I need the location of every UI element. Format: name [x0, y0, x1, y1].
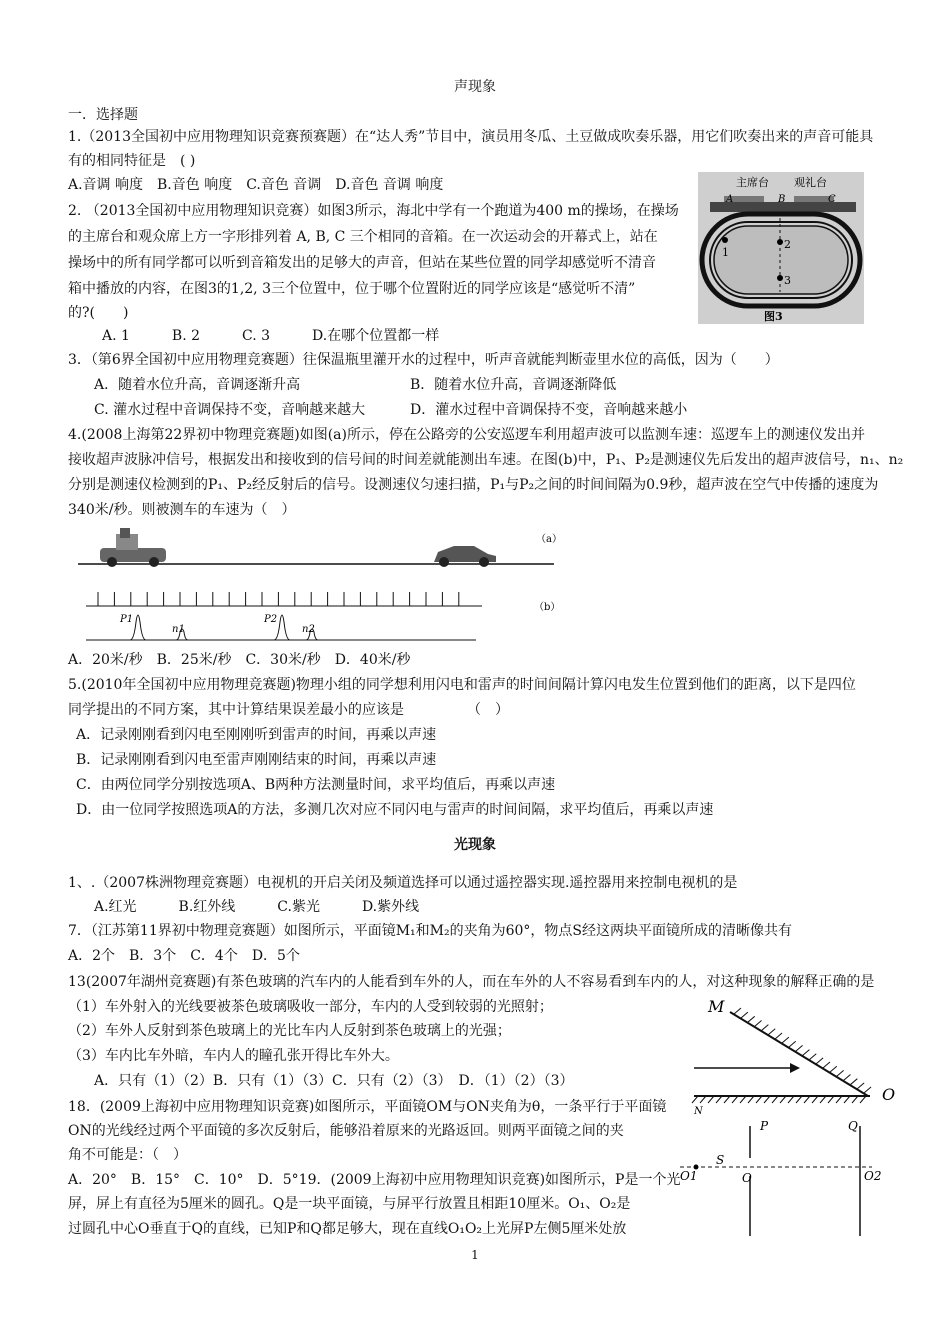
hatch-line: [756, 1096, 762, 1103]
hatch-line: [820, 1096, 826, 1103]
screen-mirror-figure: [676, 1116, 886, 1240]
label-o2: O2: [864, 1169, 882, 1183]
part-heading: 一．选择题: [68, 107, 138, 123]
l13-options: A．只有（1）（2）B．只有（1）（3）C．只有（2）（3） D．（1）（2）（3）: [94, 1073, 574, 1089]
section-title-light: 光现象: [454, 837, 496, 853]
hatch-line: [740, 1096, 746, 1103]
l13-statement-1: （1）车外射入的光线要被茶色玻璃吸收一部分，车内的人受到较弱的光照射；: [68, 999, 553, 1015]
l19-text-2: 屏，屏上有直径为5厘米的圆孔。Q是一块平面镜，与屏平行放置且相距10厘米。O₁、O₂是: [68, 1196, 631, 1212]
l7-options: A．2个 B．3个 C．4个 D．5个: [68, 948, 300, 964]
label-p2: P2: [264, 614, 278, 625]
hatch-line: [708, 1096, 714, 1103]
q3-option-d: D．灌水过程中音调保持不变，音响越来越小: [410, 402, 688, 418]
hatch-line: [732, 1096, 738, 1103]
q5-option-d: D．由一位同学按照选项A的方法，多测几次对应不同闪电与雷声的时间间隔，求平均值后，再乘以声速: [76, 802, 714, 818]
stadium-figure: [698, 172, 864, 324]
hatch-line: [764, 1096, 770, 1103]
stadium-point-1: 1: [722, 246, 729, 259]
hatch-line: [850, 1079, 857, 1085]
hatch-line: [716, 1096, 722, 1103]
q5-option-c: C．由两位同学分别按选项A、B两种方法测量时间，求平均值后，再乘以声速: [76, 777, 556, 793]
speed-figure: [76, 522, 566, 648]
hatch-line: [755, 1020, 762, 1026]
q1-options: A.音调 响度 B.音色 响度 C.音色 音调 D.音色 音调 响度: [68, 177, 444, 193]
label-s: S: [716, 1153, 725, 1167]
l18-options: A．20° B．15° C．10° D．5°19．(2009上海初中应用物理知识竞赛)如图所示，P是一个光: [68, 1172, 681, 1188]
l13-statement-3: （3）车内比车外暗，车内人的瞳孔张开得比车外大。: [68, 1048, 399, 1064]
hatch-line: [700, 1096, 706, 1103]
patrol-car: [100, 528, 166, 567]
hatch-line: [692, 1096, 698, 1103]
label-p: P: [760, 1119, 769, 1133]
hatch-line: [864, 1087, 871, 1093]
l18-text: 18．(2009上海初中应用物理知识竞赛)如图所示，平面镜OM与ON夹角为θ，一条平行于平面镜: [68, 1099, 667, 1115]
hatch-line: [816, 1058, 823, 1064]
label-o1: O1: [680, 1169, 698, 1183]
stadium-point-2: 2: [784, 238, 791, 251]
q4-text-2: 接收超声波脉冲信号，根据发出和接收到的信号间的时间差就能测出车速。在图(b)中，P₁、P₂是测速仪先后发出的超声波信号，n₁、n₂: [68, 452, 904, 468]
mirror-on-hatch: [692, 1096, 866, 1103]
hatch-line: [748, 1096, 754, 1103]
hatch-line: [852, 1096, 858, 1103]
label-n: N: [694, 1106, 703, 1116]
hatch-line: [741, 1012, 748, 1018]
l1-text: 1、.（2007株洲物理竞赛题）电视机的开启关闭及频道选择可以通过遥控器实现.遥控器用来控制电视机的是: [68, 875, 738, 891]
q4-text-4: 340米/秒。则被测车的车速为（ ）: [68, 502, 296, 518]
label-n2: n2: [302, 624, 315, 635]
label-o: O: [882, 1085, 896, 1104]
q2-text: 2. （2013全国初中应用物理知识竞赛）如图3所示，海北中学有一个跑道为400 m的操场，在操场: [68, 203, 679, 219]
label-n1: n1: [172, 624, 185, 635]
hatch-line: [788, 1096, 794, 1103]
label-a: （a）: [536, 534, 562, 545]
hatch-line: [837, 1070, 844, 1076]
q2-text-4: 箱中播放的内容，在图3的1,2, 3三个位置中，位于哪个位置附近的同学应该是“感觉听不清”: [68, 281, 636, 297]
l7-text: 7．（江苏第11界初中物理竞赛题）如图所示，平面镜M₁和M₂的夹角为60°，物点S经这两块平面镜所成的清晰像共有: [68, 923, 793, 939]
label-q: Q: [848, 1119, 858, 1133]
label-b: （b）: [534, 602, 561, 613]
hatch-line: [823, 1062, 830, 1068]
scan-ticks: [98, 592, 459, 606]
q3-option-c: C. 灌水过程中音调保持不变，音响越来越大: [94, 402, 366, 418]
hatch-line: [860, 1096, 866, 1103]
q2-text-2: 的主席台和观众席上方一字形排列着 A, B, C 三个相同的音箱。在一次运动会的开幕式上，站在: [68, 229, 658, 245]
page-number: 1: [471, 1248, 479, 1262]
hatch-line: [761, 1025, 768, 1031]
hatch-line: [830, 1066, 837, 1072]
stadium-point-3: 3: [784, 274, 791, 287]
l19-text-3: 过圆孔中心O垂直于Q的直线，已知P和Q都足够大，现在直线O₁O₂上光屏P左侧5厘米处放: [68, 1221, 627, 1237]
hatch-line: [857, 1083, 864, 1089]
q1-text: 1.（2013全国初中应用物理知识竞赛预赛题）在“达人秀”节目中，演员用冬瓜、土豆做成吹奏乐器，用它们吹奏出来的声音可能具: [68, 129, 874, 145]
hatch-line: [772, 1096, 778, 1103]
label-p1: P1: [120, 614, 134, 625]
label-o-center: O: [742, 1171, 752, 1185]
hatch-line: [836, 1096, 842, 1103]
hatch-line: [775, 1033, 782, 1039]
hatch-line: [796, 1096, 802, 1103]
q1-text-cont: 有的相同特征是 ( ): [68, 153, 196, 169]
stadium-label-main: 主席台: [736, 176, 769, 189]
hatch-line: [796, 1045, 803, 1051]
hatch-line: [724, 1096, 730, 1103]
l13-statement-2: （2）车外人反射到茶色玻璃上的光比车内人反射到茶色玻璃上的光强；: [68, 1023, 511, 1039]
l1-options: A.红光 B.红外线 C.紫光 D.紫外线: [94, 899, 420, 915]
q2-text-5: 的?( ): [68, 305, 129, 321]
l18-text-3: 角不可能是：（ ）: [68, 1147, 187, 1163]
hatch-line: [789, 1041, 796, 1047]
q5-text-2: 同学提出的不同方案，其中计算结果误差最小的应该是 （ ）: [68, 702, 509, 718]
stadium-caption: 图3: [764, 310, 783, 323]
mirror-om-hatch: [734, 1008, 871, 1093]
label-m: M: [708, 1000, 725, 1016]
q4-options: A．20米/秒 B．25米/秒 C．30米/秒 D．40米/秒: [68, 652, 411, 668]
q3-option-b: B．随着水位升高，音调逐渐降低: [410, 377, 617, 393]
hatch-line: [768, 1029, 775, 1035]
q3-option-a: A．随着水位升高，音调逐渐升高: [94, 377, 301, 393]
hatch-line: [802, 1050, 809, 1056]
hatch-line: [812, 1096, 818, 1103]
q4-text: 4.(2008上海第22界初中物理竞赛题)如图(a)所示，停在公路旁的公安巡逻车利用超声波可以监测车速：巡逻车上的测速仪发出并: [68, 427, 865, 443]
stadium-label-view: 观礼台: [794, 176, 827, 189]
stadium-label-c: C: [828, 194, 836, 205]
hatch-line: [809, 1054, 816, 1060]
q5-text: 5.(2010年全国初中应用物理竞赛题)物理小组的同学想利用闪电和雷声的时间间隔计算闪电发生位置到他们的距离，以下是四位: [68, 677, 856, 693]
q2-options: A. 1 B. 2 C. 3 D.在哪个位置都一样: [102, 328, 440, 344]
hatch-line: [844, 1096, 850, 1103]
q5-option-a: A．记录刚刚看到闪电至刚刚听到雷声的时间，再乘以声速: [76, 727, 437, 743]
stadium-label-b: B: [778, 194, 786, 205]
q2-text-3: 操场中的所有同学都可以听到音箱发出的足够大的声音，但站在某些位置的同学却感觉听不清音: [68, 255, 656, 271]
q4-text-3: 分别是测速仪检测到的P₁、P₂经反射后的信号。设测速仪匀速扫描，P₁与P₂之间的时间间隔为0.9秒，超声波在空气中传播的速度为: [68, 477, 879, 493]
mirror-angle-figure: [690, 1000, 910, 1116]
hatch-line: [843, 1075, 850, 1081]
hatch-line: [734, 1008, 741, 1014]
hatch-line: [782, 1037, 789, 1043]
q3-text: 3．（第6界全国初中应用物理竞赛题）往保温瓶里灌开水的过程中，听声音就能判断壶里水位的高低，因为（ ）: [68, 352, 779, 368]
hatch-line: [828, 1096, 834, 1103]
section-title-sound: 声现象: [454, 79, 496, 95]
l18-text-2: ON的光线经过两个平面镜的多次反射后，能够沿着原来的光路返回。则两平面镜之间的夹: [68, 1123, 624, 1139]
stadium-label-a: A: [726, 194, 734, 205]
hatch-line: [748, 1016, 755, 1022]
l13-text: 13(2007年湖州竞赛题)有茶色玻璃的汽车内的人能看到车外的人，而在车外的人不容易看到车内的人，对这种现象的解释正确的是: [68, 974, 875, 990]
q5-option-b: B．记录刚刚看到闪电至雷声刚刚结束的时间，再乘以声速: [76, 752, 437, 768]
hatch-line: [780, 1096, 786, 1103]
hatch-line: [804, 1096, 810, 1103]
